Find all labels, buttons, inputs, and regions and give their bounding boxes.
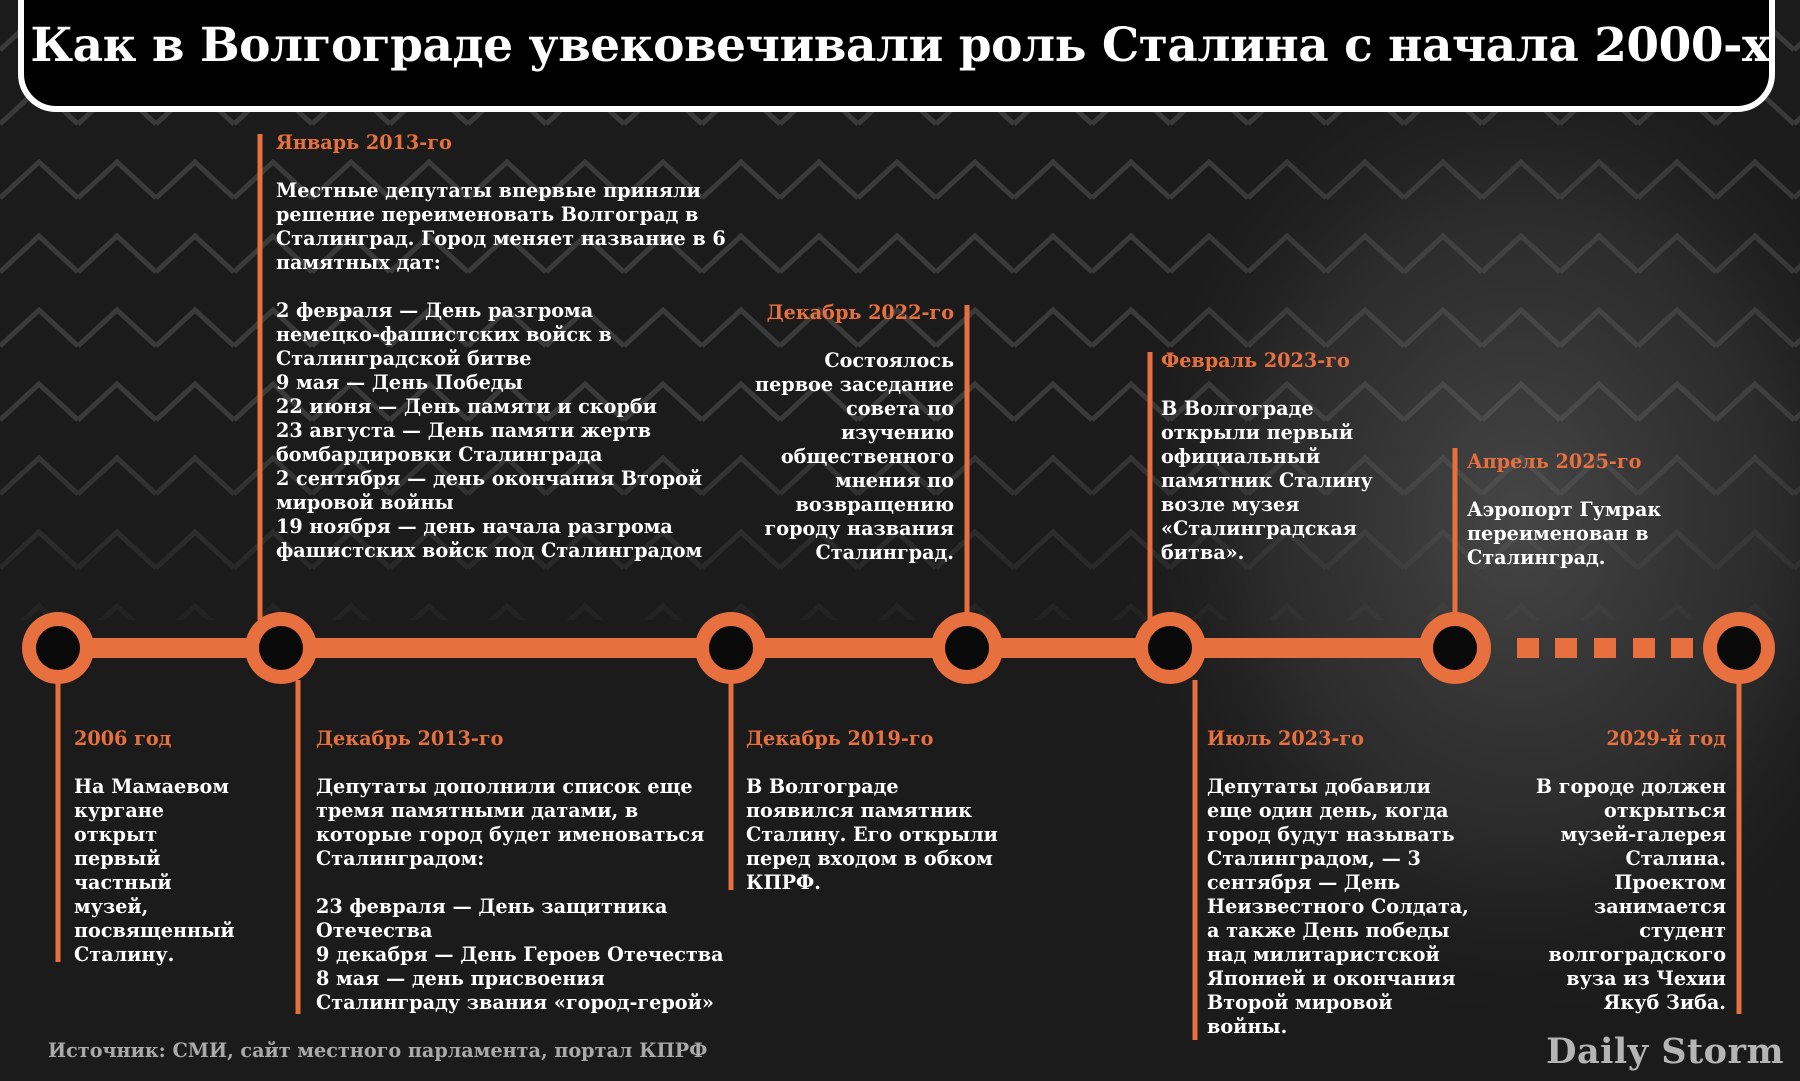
- event-text: На Мамаевом кургане открыт первый частный музей, посвященный Сталину.: [74, 775, 235, 966]
- timeline-node-center: [36, 626, 80, 670]
- event-date: Декабрь 2022-го: [766, 301, 954, 324]
- event-text: Местные депутаты впервые приняли решение переименовать Волгоград в Сталинград. Город меняет название в 6 памятных дат: 2 февраля — День разгрома немецко-фашистских войск в Сталинградской битве 9 мая — День Победы 22 июня — День памяти и скорби 23 августа — День памяти жертв бомбардировки Сталинграда 2 сентября — день окончания Второй мировой войны 19 ноября — день начала разгрома фашистских войск под Сталинградом: [276, 179, 726, 562]
- event-date: Декабрь 2013-го: [316, 727, 504, 750]
- timeline-node-center: [1717, 626, 1761, 670]
- event-date: Декабрь 2019-го: [746, 727, 934, 750]
- event-text: Аэропорт Гумрак переименован в Сталинград.: [1467, 498, 1662, 569]
- event-date: 2029-й год: [1606, 727, 1726, 750]
- source-note: Источник: СМИ, сайт местного парламента, портал КПРФ: [48, 1039, 708, 1062]
- event-jul-2023: [1207, 727, 1469, 1039]
- timeline-dash: [1594, 638, 1616, 658]
- event-text: Депутаты добавили еще один день, когда город будут называть Сталинградом, — 3 сентября — День Неизвестного Солдата, а также День победы над милитаристской Японией и окончания Второй мировой войны.: [1207, 775, 1469, 1038]
- timeline-node-center: [709, 626, 753, 670]
- event-text: В Волгограде открыли первый официальный памятник Сталину возле музея «Сталинградская битва».: [1161, 397, 1373, 564]
- timeline-node-center: [945, 626, 989, 670]
- timeline-dash: [1517, 638, 1539, 658]
- event-jan-2013: [276, 131, 726, 563]
- event-text: В городе должен открыться музей-галерея Сталина. Проектом занимается студент волгоградского вуза из Чехии Якуб Зиба.: [1535, 775, 1726, 1014]
- event-apr-2025: [1467, 450, 1661, 570]
- timeline-dash: [1671, 638, 1693, 658]
- timeline-node-center: [1433, 626, 1477, 670]
- event-date: Апрель 2025-го: [1467, 450, 1642, 473]
- event-text: Состоялось первое заседание совета по изучению общественного мнения по возвращению городу названия Сталинград.: [755, 349, 954, 564]
- event-date: Июль 2023-го: [1207, 727, 1364, 750]
- event-date: Январь 2013-го: [276, 131, 452, 154]
- brand-logo: Daily Storm: [1546, 1031, 1784, 1072]
- event-feb-2023: [1161, 349, 1373, 565]
- timeline-dash: [1555, 638, 1577, 658]
- page-title: Как в Волгограде увековечивали роль Сталина с начала 2000-х: [30, 18, 1770, 73]
- timeline-node-center: [259, 626, 303, 670]
- timeline-node-center: [1148, 626, 1192, 670]
- event-dec-2022: [755, 301, 954, 565]
- event-dec-2013: [316, 727, 724, 1015]
- event-text: В Волгограде появился памятник Сталину. Его открыли перед входом в обком КПРФ.: [746, 775, 998, 894]
- event-text: Депутаты дополнили список еще тремя памятными датами, в которые город будет именоваться Сталинградом: 23 февраля — День защитника Отечества 9 декабря — День Героев Отечества 8 мая — день присвоения Сталинграду звания «город-герой»: [316, 775, 724, 1014]
- event-date: 2006 год: [74, 727, 172, 750]
- event-date: Февраль 2023-го: [1161, 349, 1350, 372]
- timeline-dash: [1633, 638, 1655, 658]
- event-2029: [1536, 727, 1726, 1015]
- event-dec-2019: [746, 727, 998, 895]
- event-2006: [74, 727, 235, 967]
